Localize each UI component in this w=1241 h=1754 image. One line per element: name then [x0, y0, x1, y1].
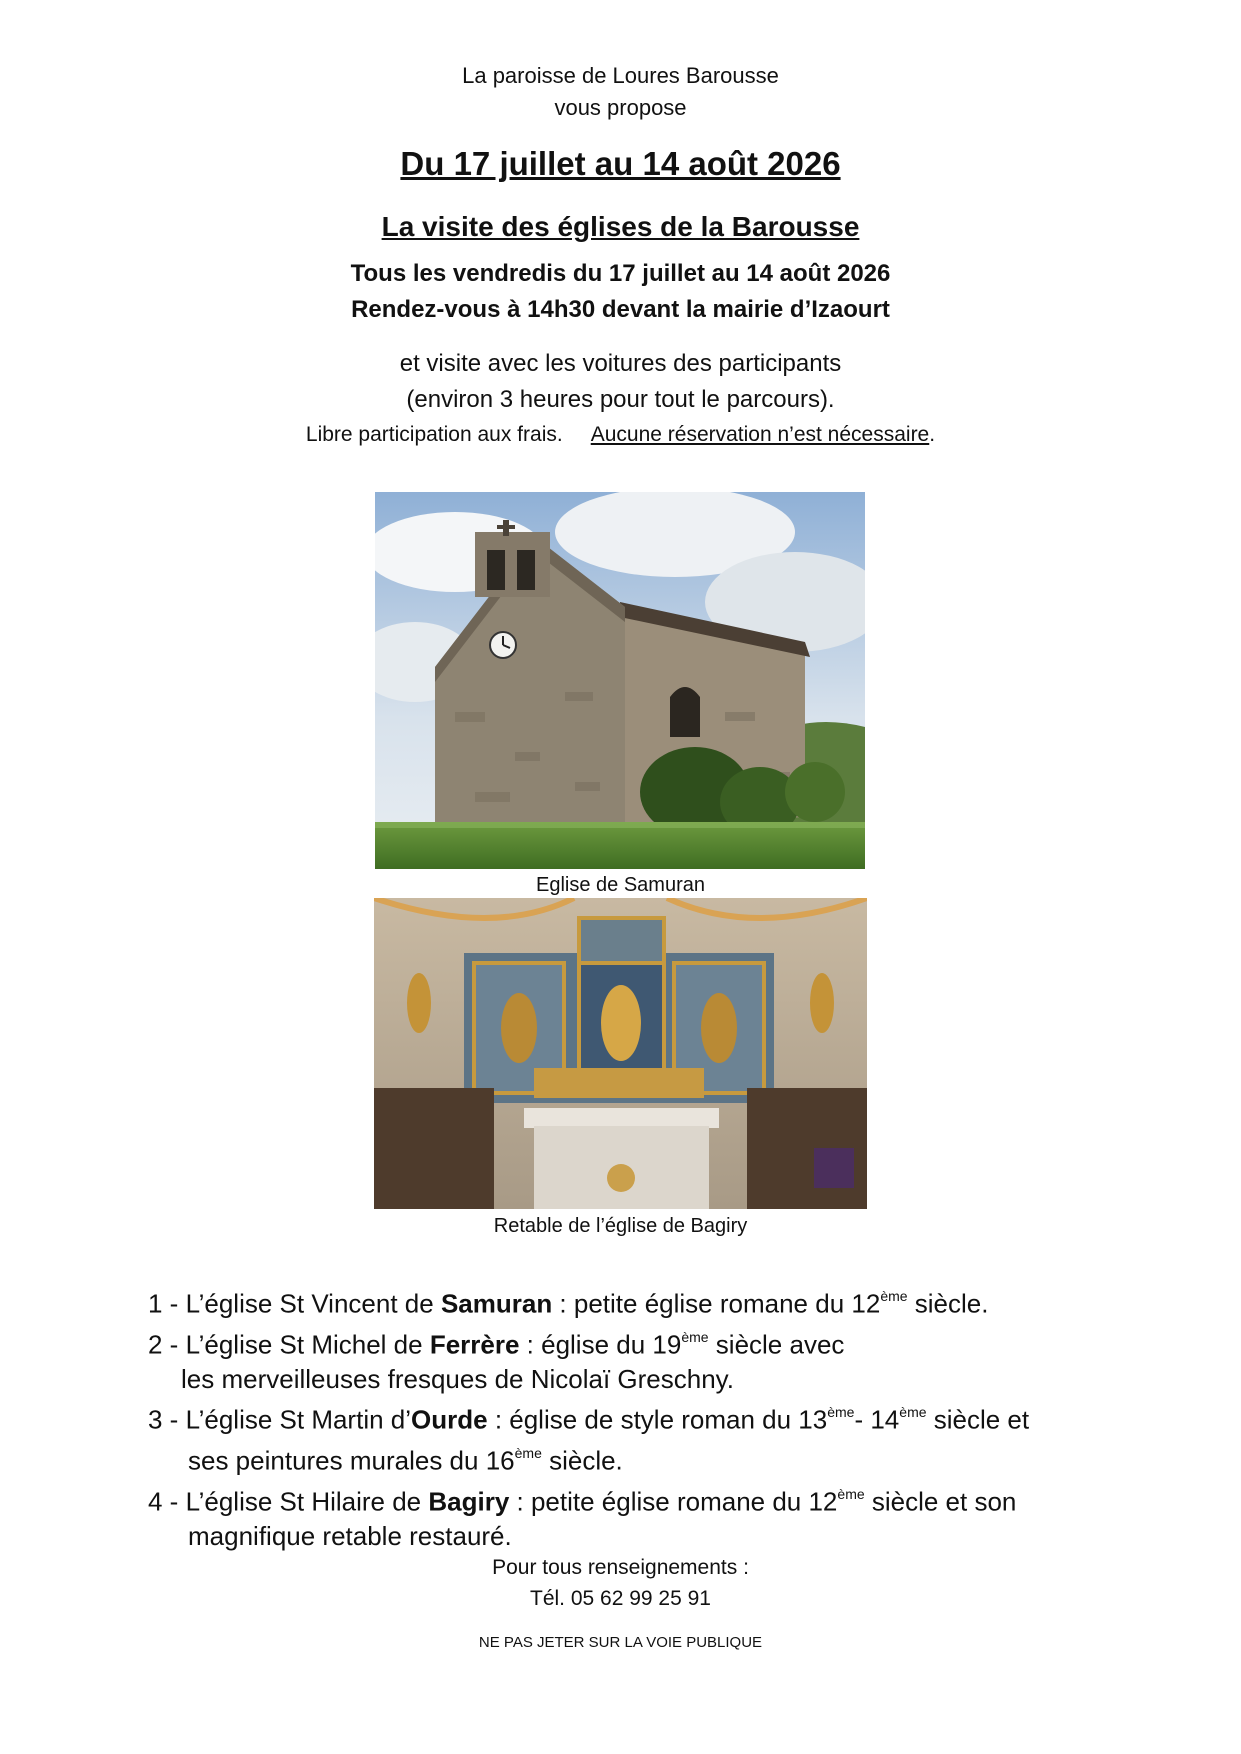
item-prefix: 4 - L’église St Hilaire de	[148, 1486, 429, 1517]
church-name: Ferrère	[429, 1329, 520, 1360]
item-text: siècle avec	[708, 1329, 845, 1360]
item-text: : petite église romane du 12	[509, 1486, 838, 1517]
altarpiece-caption: Retable de l’église de Bagiry	[493, 1215, 748, 1237]
list-item	[148, 1479, 1128, 1520]
fees-text: Libre participation aux frais.	[305, 423, 563, 446]
church-list	[148, 1281, 1128, 1554]
visit-details	[0, 346, 1241, 418]
schedule	[0, 256, 1241, 328]
list-item	[148, 1397, 1128, 1438]
item-text: : église du 19	[519, 1329, 682, 1360]
list-item	[148, 1322, 1128, 1363]
item-text: siècle.	[907, 1288, 989, 1319]
ordinal-superscript: ème	[899, 1404, 927, 1421]
ordinal-superscript: ème	[514, 1444, 542, 1461]
altarpiece-photo	[374, 898, 867, 1209]
item-text: : église de style roman du 13	[487, 1404, 828, 1435]
church-photo	[375, 492, 865, 869]
ordinal-superscript: ème	[827, 1404, 855, 1421]
altarpiece-image	[374, 898, 867, 1209]
parish-line: La paroisse de Loures Barousse	[462, 63, 779, 88]
list-item-continuation	[148, 1438, 1128, 1479]
header	[0, 60, 1241, 124]
ordinal-superscript: ème	[837, 1485, 865, 1502]
footer-notice: NE PAS JETER SUR LA VOIE PUBLIQUE	[478, 1634, 763, 1651]
item-prefix: 2 - L’église St Michel de	[148, 1329, 430, 1360]
list-item-continuation: les merveilleuses fresques de Nicolaï Greschny.	[181, 1364, 734, 1395]
item-text: ses peintures murales du 16	[188, 1445, 515, 1476]
church-name: Ourde	[411, 1404, 488, 1435]
church-caption: Eglise de Samuran	[536, 874, 705, 896]
page-subtitle: La visite des églises de la Barousse	[381, 211, 860, 242]
ordinal-superscript: ème	[880, 1288, 908, 1304]
church-name: Bagiry	[428, 1486, 510, 1517]
item-text: siècle.	[541, 1445, 623, 1476]
list-item-continuation: magnifique retable restauré.	[188, 1521, 512, 1552]
contact-label: Pour tous renseignements :	[492, 1556, 749, 1579]
item-text: siècle et son	[864, 1486, 1017, 1517]
schedule-days: Tous les vendredis du 17 juillet au 14 août 2026	[350, 260, 891, 287]
reservation-period: .	[929, 423, 936, 446]
item-prefix: 1 - L’église St Vincent de	[148, 1288, 441, 1319]
fees-line	[0, 423, 1241, 447]
schedule-meeting: Rendez-vous à 14h30 devant la mairie d’Izaourt	[351, 296, 890, 323]
details-cars: et visite avec les voitures des participants	[399, 350, 842, 377]
item-text: siècle et	[926, 1404, 1030, 1435]
item-text: : petite église romane du 12	[552, 1288, 881, 1319]
church-name: Samuran	[440, 1288, 553, 1319]
page-title: Du 17 juillet au 14 août 2026	[400, 145, 841, 182]
ordinal-superscript: ème	[681, 1328, 709, 1345]
reservation-text: Aucune réservation n’est nécessaire	[590, 423, 930, 446]
church-image	[375, 492, 865, 869]
item-text: - 14	[854, 1404, 900, 1435]
item-prefix: 3 - L’église St Martin d’	[148, 1404, 412, 1435]
contact-phone: Tél. 05 62 99 25 91	[530, 1587, 711, 1610]
contact	[0, 1552, 1241, 1614]
proposes-line: vous propose	[554, 95, 687, 120]
details-duration: (environ 3 heures pour tout le parcours).	[406, 386, 835, 413]
list-item	[148, 1281, 1128, 1322]
